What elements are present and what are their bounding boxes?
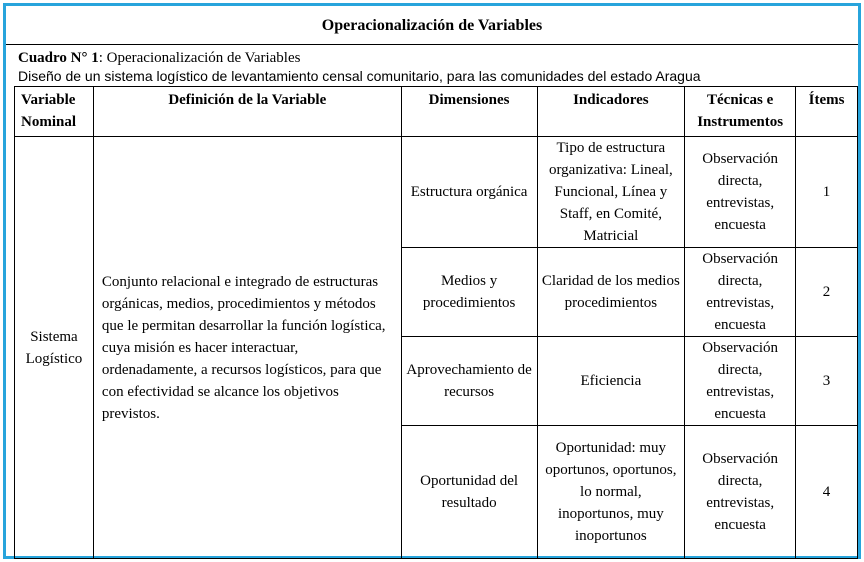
indicator-cell: Claridad de los medios procedimientos [537,248,685,337]
header-tecnicas: Técnicas e Instrumentos [685,87,796,137]
item-cell: 2 [796,248,858,337]
table-subtitle: Diseño de un sistema logístico de levantamiento censal comunitario, para las comunidades del estado Aragua [18,68,701,84]
header-definicion: Definición de la Variable [93,87,401,137]
caption-text: : Operacionalización de Variables [98,50,301,66]
item-cell: 4 [796,426,858,559]
indicator-cell: Eficiencia [537,337,685,426]
table-caption [18,50,300,67]
dimension-cell: Oportunidad del resultado [401,426,537,559]
header-dimensiones: Dimensiones [401,87,537,137]
technique-cell: Observación directa, entrevistas, encuesta [685,337,796,426]
dimension-cell: Estructura orgánica [401,137,537,248]
header-indicadores: Indicadores [537,87,685,137]
table-row [15,137,858,248]
technique-cell: Observación directa, entrevistas, encuesta [685,426,796,559]
header-items: Ítems [796,87,858,137]
variable-cell: Sistema Logístico [15,137,94,559]
header-variable-nominal: Variable Nominal [15,87,94,137]
indicator-cell: Tipo de estructura organizativa: Lineal, Funcional, Línea y Staff, en Comité, Matricial [537,137,685,248]
table-header-row [15,87,858,137]
title-divider [6,44,858,45]
document-title: Operacionalización de Variables [321,17,543,34]
item-cell: 1 [796,137,858,248]
document-frame [3,3,861,559]
indicator-cell: Oportunidad: muy oportunos, oportunos, lo normal, inoportunos, muy inoportunos [537,426,685,559]
item-cell: 3 [796,337,858,426]
dimension-cell: Aprovechamiento de recursos [401,337,537,426]
operationalization-table [14,86,858,559]
caption-label: Cuadro N° 1 [18,50,99,66]
dimension-cell: Medios y procedimientos [401,248,537,337]
technique-cell: Observación directa, entrevistas, encuesta [685,137,796,248]
definition-cell: Conjunto relacional e integrado de estructuras orgánicas, medios, procedimientos y métodos que le permitan desarrollar la función logística, cuya misión es hacer interactuar, ordenadamente, a recursos logísticos, para que con efectividad se alcance los objetivos previstos. [93,137,401,559]
technique-cell: Observación directa, entrevistas, encuesta [685,248,796,337]
